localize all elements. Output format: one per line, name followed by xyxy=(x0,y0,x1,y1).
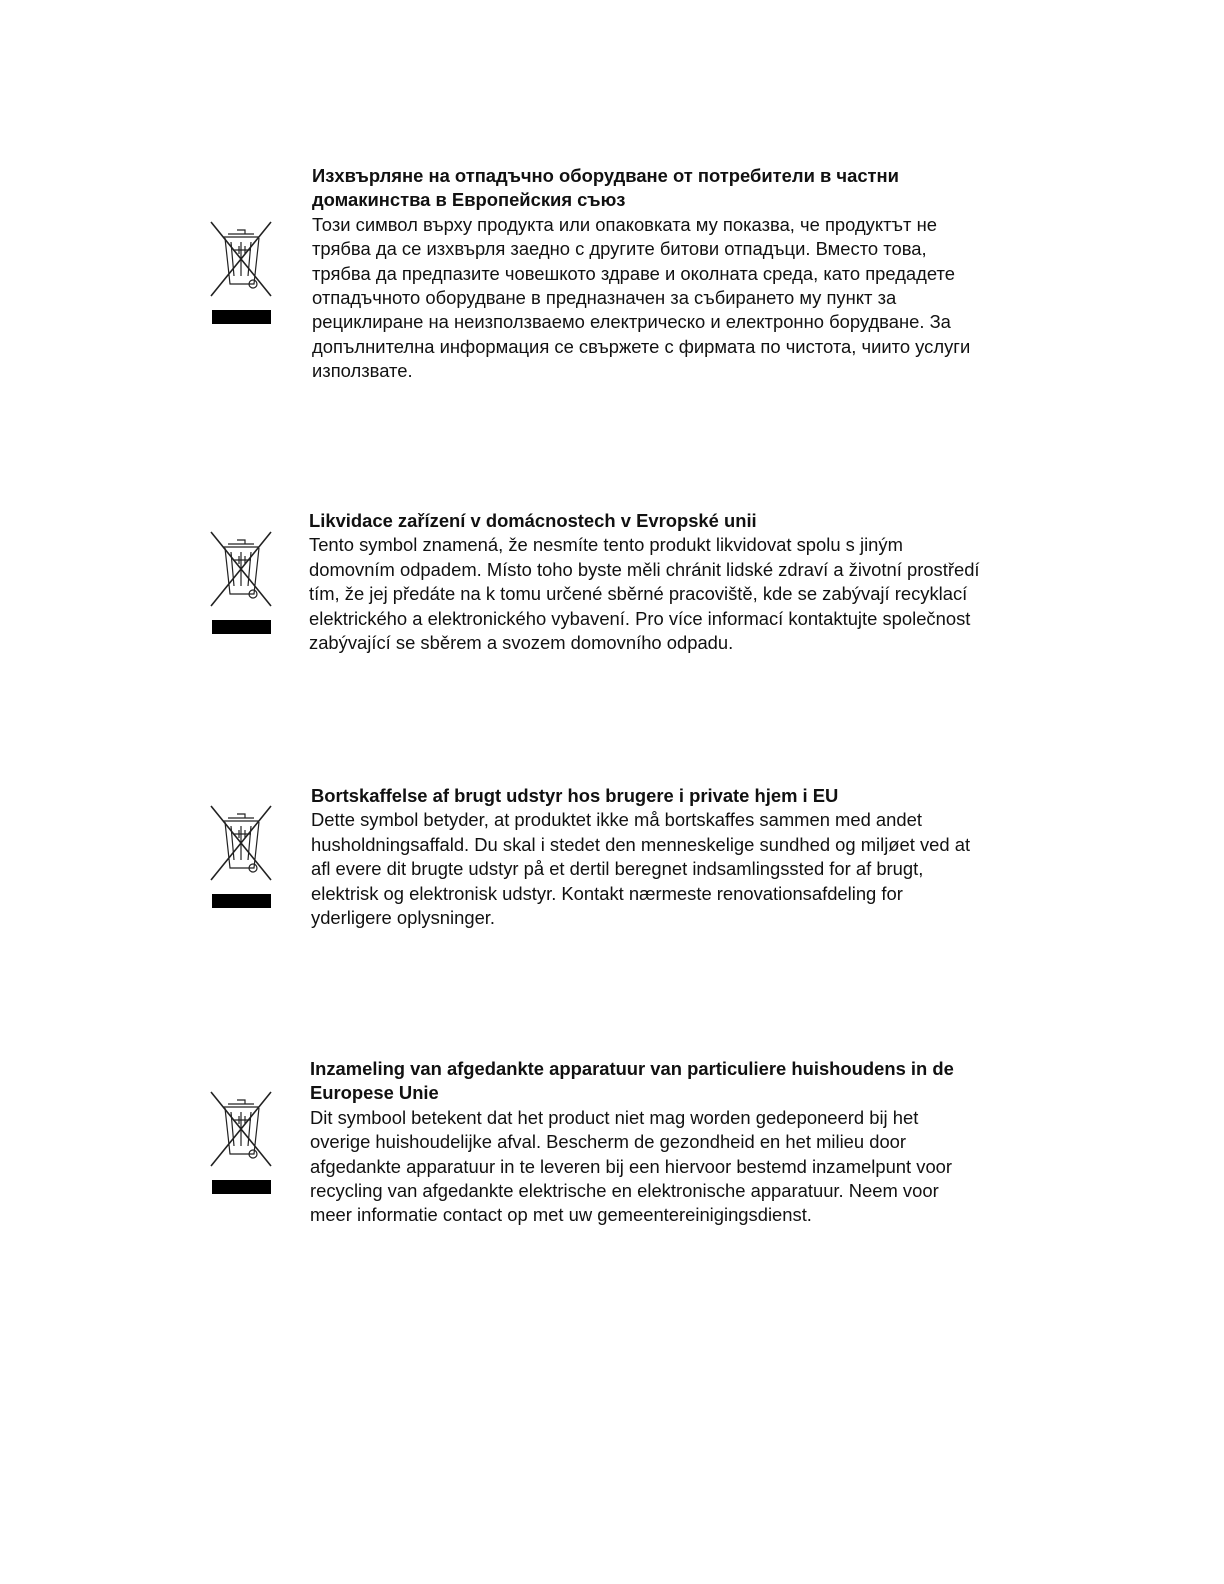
notice-body: Tento symbol znamená, že nesmíte tento produkt likvidovat spolu s jiným domovním odpadem. Místo toho byste měli chránit lidské zdraví a životní prostředí tím, že jej předáte na k tomu určené sběrné pracoviště, kde se zabývají recyklací elektrického a elektronického vybavení. Pro více informací kontaktujte společnost zabývající se sběrem a svozem domovního odpadu. xyxy=(309,534,980,654)
notice-heading: Изхвърляне на отпадъчно оборудване от потребители в частни домакинства в Европейския съюз xyxy=(312,165,899,211)
notice-body: Dit symbool betekent dat het product niet mag worden gedeponeerd bij het overige huishoudelijke afval. Bescherm de gezondheid en het milieu door afgedankte apparatuur in te leveren bij een hiervoor bestemd inzamelpunt voor recycling van afgedankte elektrische en elektronische apparatuur. Neem voor meer informatie contact op met uw gemeentereinigingsdienst. xyxy=(310,1106,953,1226)
crossed-out-wheelie-bin-icon xyxy=(209,220,273,332)
notice-heading: Bortskaffelse af brugt udstyr hos brugere i private hjem i EU xyxy=(311,785,839,806)
notice-body: Този символ върху продукта или опаковката му показва, че продуктът не трябва да се изхвърля заедно с другите битови отпадъци. Вместо това, трябва да предпазите човешкото здраве и околната среда, като предадете отпадъчното оборудване в предназначен за събирането му пункт за рециклиране на неизползваемо електрическо и електронно борудване. За допълнителна информация се свържете с фирмата по чистота, чиито услуги използвате. xyxy=(312,213,971,382)
crossed-out-wheelie-bin-icon xyxy=(209,530,273,642)
crossed-out-wheelie-bin-icon xyxy=(209,1090,273,1202)
notice-heading: Inzameling van afgedankte apparatuur van particuliere huishoudens in de Europese Unie xyxy=(310,1058,954,1104)
notice-body: Dette symbol betyder, at produktet ikke må bortskaffes sammen med andet husholdningsaffald. Du skal i stedet den menneskelige sundhed og miljøet ved at afl evere dit brugte udstyr på et dertil beregnet indsamlingssted for af brugt, elektrisk og elektronisk udstyr. Kontakt nærmeste renovationsafdeling for yderligere oplysninger. xyxy=(311,809,971,929)
notice-heading: Likvidace zařízení v domácnostech v Evropské unii xyxy=(309,510,757,531)
crossed-out-wheelie-bin-icon xyxy=(209,804,273,916)
